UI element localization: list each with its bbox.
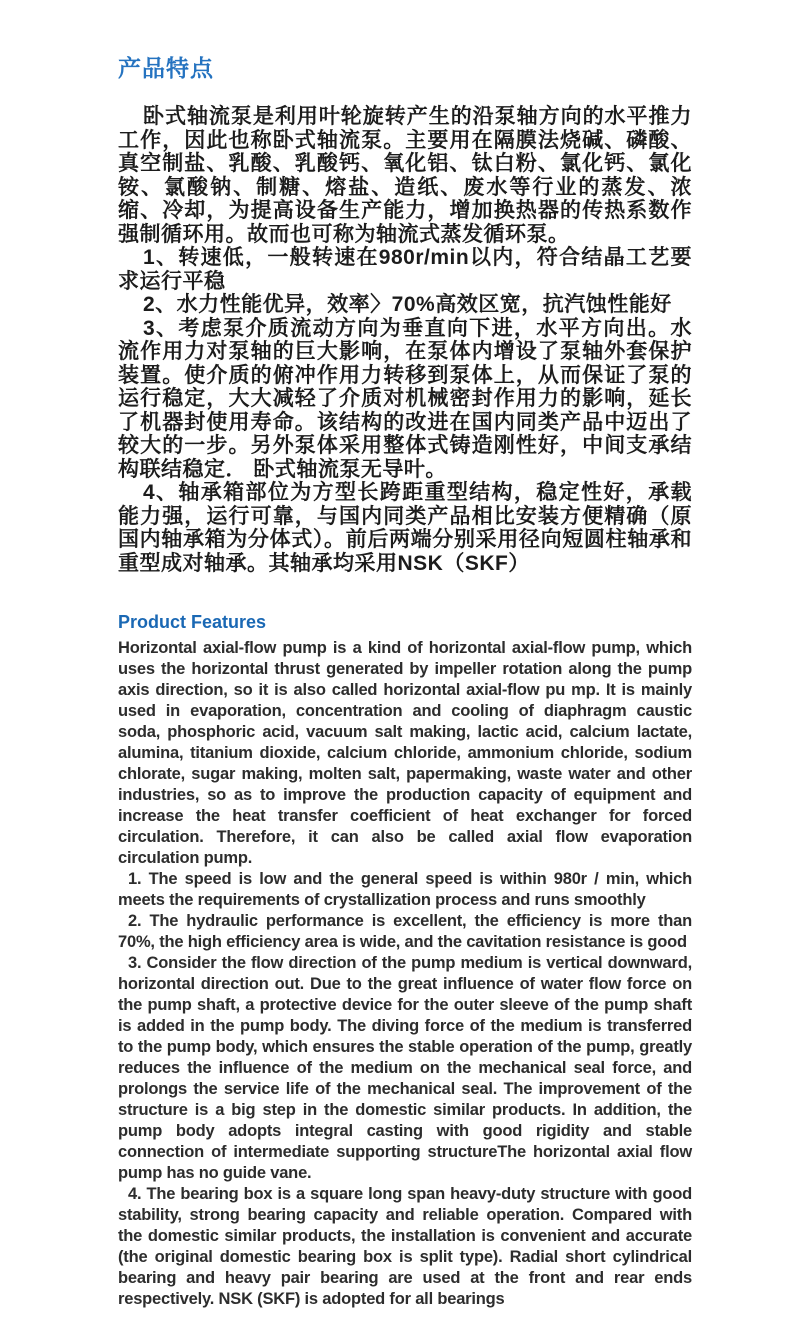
cn-feature-3: 3、考虑泵介质流动方向为垂直向下进，水平方向出。水流作用力对泵轴的巨大影响，在泵体内增设了泵轴外套保护装置。使介质的俯冲作用力转移到泵体上，从而保证了泵的运行稳定，大大减轻了介质对机械密封作用力的影响，延长了机器封使用寿命。该结构的改进在国内同类产品中迈出了较大的一步。另外泵体采用整体式铸造刚性好，中间支承结构联结稳定． 卧式轴流泵无导叶。: [118, 316, 692, 481]
en-feature-3: 3. Consider the flow direction of the pump medium is vertical downward, horizontal direction out. Due to the great influence of water flow force on the pump shaft, a protective device for the outer sleeve of the pump shaft is added in the pump body. The diving force of the medium is transferred to the pump body, which ensures the stable operation of the pump, greatly reduces the influence of the medium on the mechanical seal force, and prolongs the service life of the mechanical seal. The improvement of the structure is a big step in the domestic similar products. In addition, the pump body adopts integral casting with good rigidity and stable connection of intermediate supporting structureThe horizontal axial flow pump has no guide vane.: [118, 954, 692, 1182]
en-intro-paragraph: Horizontal axial-flow pump is a kind of horizontal axial-flow pump, which uses the horizontal thrust generated by impeller rotation along the pump axis direction, so it is also called horizontal axial-flow pu mp. It is mainly used in evaporation, concentration and cooling of diaphragm caustic soda, phosphoric acid, vacuum salt making, lactic acid, calcium lactate, alumina, titanium dioxide, calcium chloride, ammonium chloride, sodium chlorate, sugar making, molten salt, papermaking, waste water and other industries, so as to improve the production capacity of equipment and increase the heat transfer coefficient of heat exchanger for forced circulation. Therefore, it can also be called axial flow evaporation circulation pump.: [118, 639, 692, 867]
section-title-chinese: 产品特点: [118, 55, 214, 81]
en-feature-1: 1. The speed is low and the general speed is within 980r / min, which meets the requirements of crystallization process and runs smoothly: [118, 870, 692, 909]
english-features-section: [118, 612, 692, 1310]
en-feature-2: 2. The hydraulic performance is excellent, the efficiency is more than 70%, the high efficiency area is wide, and the cavitation resistance is good: [118, 912, 692, 951]
english-body: [118, 638, 692, 1310]
chinese-features-section: [118, 50, 692, 575]
cn-feature-4: 4、轴承箱部位为方型长跨距重型结构，稳定性好，承载能力强，运行可靠，与国内同类产品相比安装方便精确（原国内轴承箱为分体式）。前后两端分别采用径向短圆柱轴承和重型成对轴承。其轴承均采用NSK（SKF）: [118, 481, 692, 575]
cn-feature-2: 2、水力性能优异，效率〉70%高效区宽，抗汽蚀性能好: [143, 293, 672, 316]
section-title-english: Product Features: [118, 612, 267, 632]
cn-feature-1: 1、转速低，一般转速在980r/min以内，符合结晶工艺要求运行平稳: [118, 246, 692, 293]
cn-intro-paragraph: 卧式轴流泵是利用叶轮旋转产生的沿泵轴方向的水平推力工作，因此也称卧式轴流泵。主要用在隔膜法烧碱、磷酸、真空制盐、乳酸、乳酸钙、氧化铝、钛白粉、氯化钙、氯化铵、氯酸钠、制糖、熔盐、造纸、废水等行业的蒸发、浓缩、冷却，为提高设备生产能力，增加换热器的传热系数作强制循环用。故而也可称为轴流式蒸发循环泵。: [118, 105, 692, 246]
chinese-body: [118, 105, 692, 575]
en-feature-4: 4. The bearing box is a square long span heavy-duty structure with good stability, strong bearing capacity and reliable operation. Compared with the domestic similar products, the installation is convenient and accurate (the original domestic bearing box is split type). Radial short cylindrical bearing and heavy pair bearing are used at the front and rear ends respectively. NSK (SKF) is adopted for all bearings: [118, 1185, 692, 1308]
